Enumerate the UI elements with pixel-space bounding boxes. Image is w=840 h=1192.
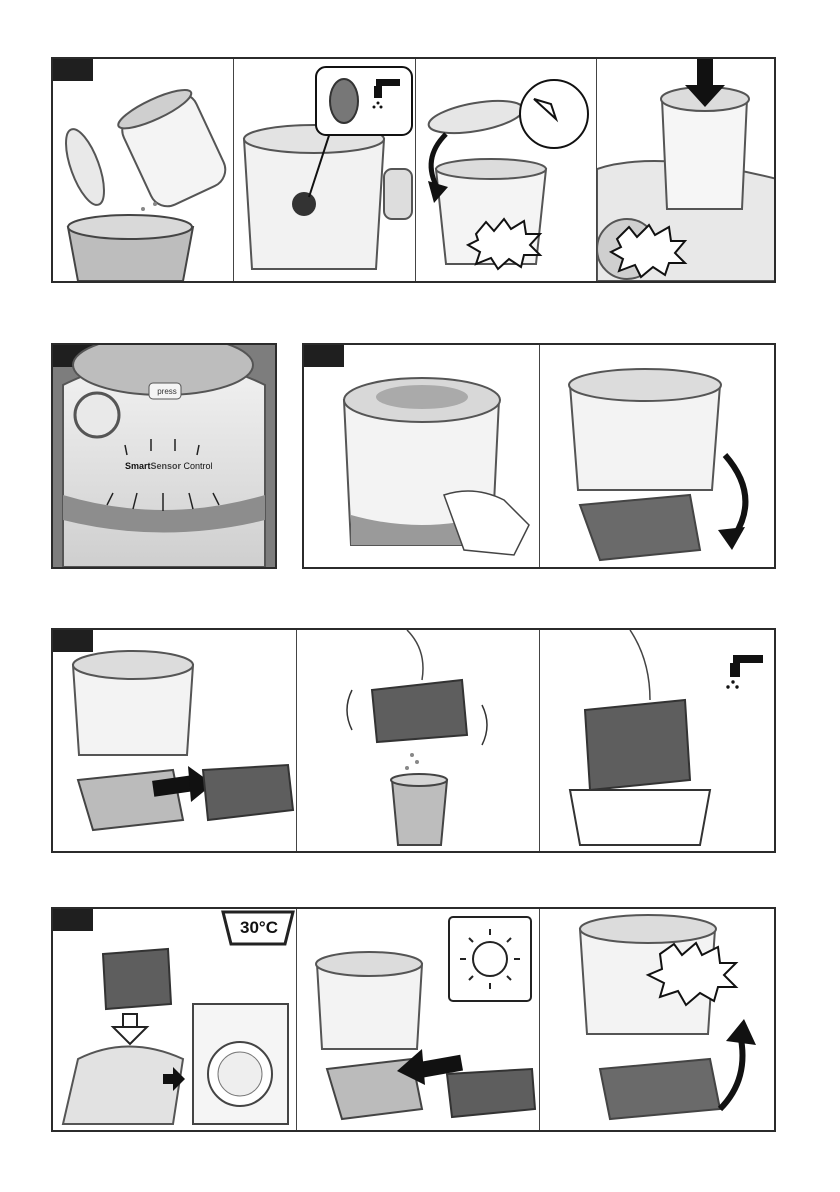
brand-sensor: Sensor — [150, 461, 182, 471]
power-dial-icon — [75, 393, 119, 437]
curved-arrow-icon — [720, 1034, 743, 1109]
arrow-down-outline-icon — [113, 1014, 147, 1044]
open-release-latch-illustration — [304, 345, 539, 567]
brand-label — [125, 461, 235, 471]
reinsert-sponge-illustration — [297, 909, 539, 1130]
filter-cone-icon — [330, 79, 358, 123]
step-1-frame — [51, 57, 776, 283]
smartsensor-panel-illustration — [53, 345, 275, 567]
step-2-frame — [51, 343, 277, 569]
close-flap-illustration — [540, 909, 775, 1130]
step-5-frame — [51, 907, 776, 1132]
empty-container-illustration — [53, 59, 233, 281]
brand-control: Control — [181, 461, 213, 471]
sponge-filter — [203, 765, 293, 820]
laundry-bag — [63, 1047, 183, 1125]
open-bottom-flap-illustration — [540, 345, 776, 567]
rinse-sponge-illustration — [540, 630, 775, 851]
machine-wash-illustration — [53, 909, 296, 1130]
sponge-filter — [447, 1069, 535, 1117]
burst-icon — [648, 943, 736, 1005]
step-3-frame — [302, 343, 776, 569]
shake-sponge-illustration — [297, 630, 539, 851]
insert-container-illustration — [597, 59, 776, 281]
water-basin — [570, 790, 710, 845]
sponge-filter — [585, 700, 690, 790]
water-tap-icon — [726, 655, 763, 689]
step-4-frame — [51, 628, 776, 853]
brand-smart: Smart — [125, 461, 151, 471]
sponge-filter — [103, 949, 171, 1009]
close-lid-illustration — [416, 59, 596, 281]
sponge-filter — [372, 680, 467, 742]
remove-sponge-filter-illustration — [53, 630, 296, 851]
curved-arrow-icon — [725, 455, 745, 535]
press-button-label[interactable]: press — [157, 387, 177, 396]
filter-container-illustration — [234, 59, 414, 281]
wash-temperature-label: 30°C — [240, 918, 278, 937]
